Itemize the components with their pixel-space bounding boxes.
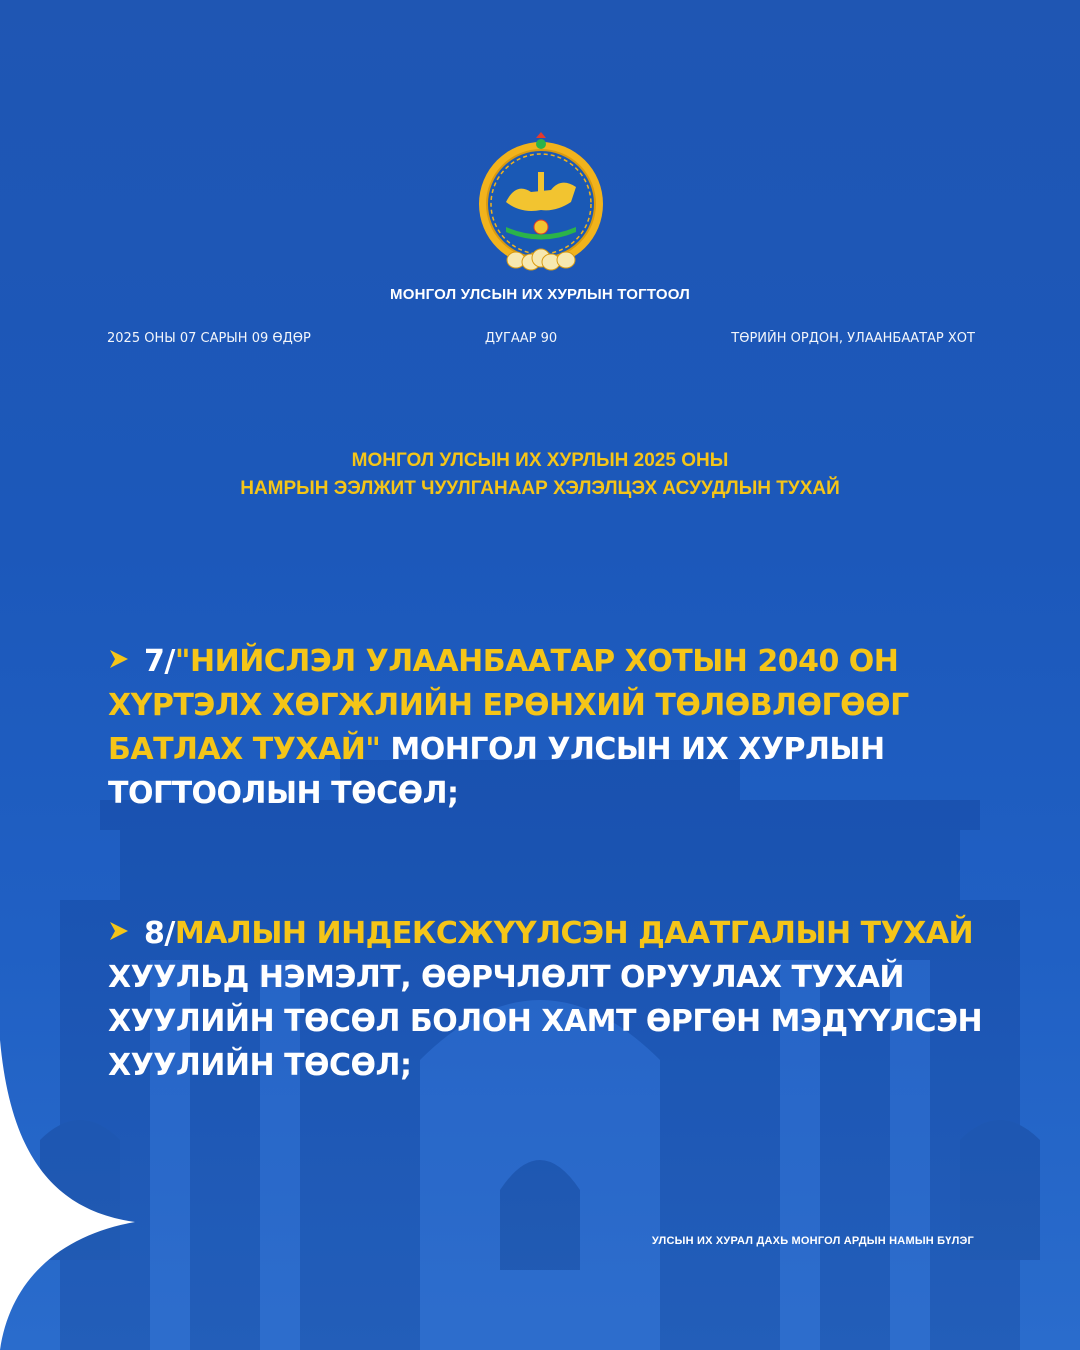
- chevron-right-icon: [108, 648, 130, 670]
- subject-line-2: НАМРЫН ЭЭЛЖИТ ЧУУЛГАНААР ХЭЛЭЛЦЭХ АСУУДЛЫН ТУХАЙ: [240, 478, 840, 499]
- agenda-item-7: [108, 640, 1008, 816]
- agenda-item-number: 7/: [144, 644, 175, 679]
- agenda-list: [108, 640, 1008, 1088]
- agenda-item-text: МОНГОЛ УЛСЫН ИХ ХУРЛЫН ТОГТООЛЫН ТӨСӨЛ;: [108, 732, 885, 811]
- footer-credit: УЛСЫН ИХ ХУРАЛ ДАХЬ МОНГОЛ АРДЫН НАМЫН БҮЛЭГ: [651, 1235, 974, 1247]
- agenda-item-highlight: "НИЙСЛЭЛ УЛААНБААТАР ХОТЫН 2040 ОН ХҮРТЭЛХ ХӨГЖЛИЙН ЕРӨНХИЙ ТӨЛӨВЛӨГӨӨГ БАТЛАХ ТУХАЙ": [108, 644, 909, 767]
- agenda-item-highlight: МАЛЫН ИНДЕКСЖҮҮЛСЭН ДААТГАЛЫН ТУХАЙ: [174, 916, 974, 951]
- document-location: ТӨРИЙН ОРДОН, УЛААНБААТАР ХОТ: [731, 331, 975, 346]
- header-title: МОНГОЛ УЛСЫН ИХ ХУРЛЫН ТОГТООЛ: [390, 286, 690, 303]
- agenda-item-text: ХУУЛЬД НЭМЭЛТ, ӨӨРЧЛӨЛТ ОРУУЛАХ ТУХАЙ ХУУЛИЙН ТӨСӨЛ БОЛОН ХАМТ ӨРГӨН МЭДҮҮЛСЭН ХУУЛИЙН ТӨСӨЛ;: [108, 960, 983, 1083]
- subject-line-1: МОНГОЛ УЛСЫН ИХ ХУРЛЫН 2025 ОНЫ: [351, 450, 729, 471]
- document-date: 2025 ОНЫ 07 САРЫН 09 ӨДӨР: [107, 331, 311, 346]
- chevron-right-icon: [108, 920, 130, 942]
- agenda-item-8: [108, 912, 1008, 1088]
- subject-title: [0, 447, 1080, 503]
- document-number: ДУГААР 90: [484, 331, 558, 346]
- agenda-item-number: 8/: [144, 916, 175, 951]
- state-emblem-icon: [476, 132, 606, 277]
- document-meta: [107, 331, 975, 346]
